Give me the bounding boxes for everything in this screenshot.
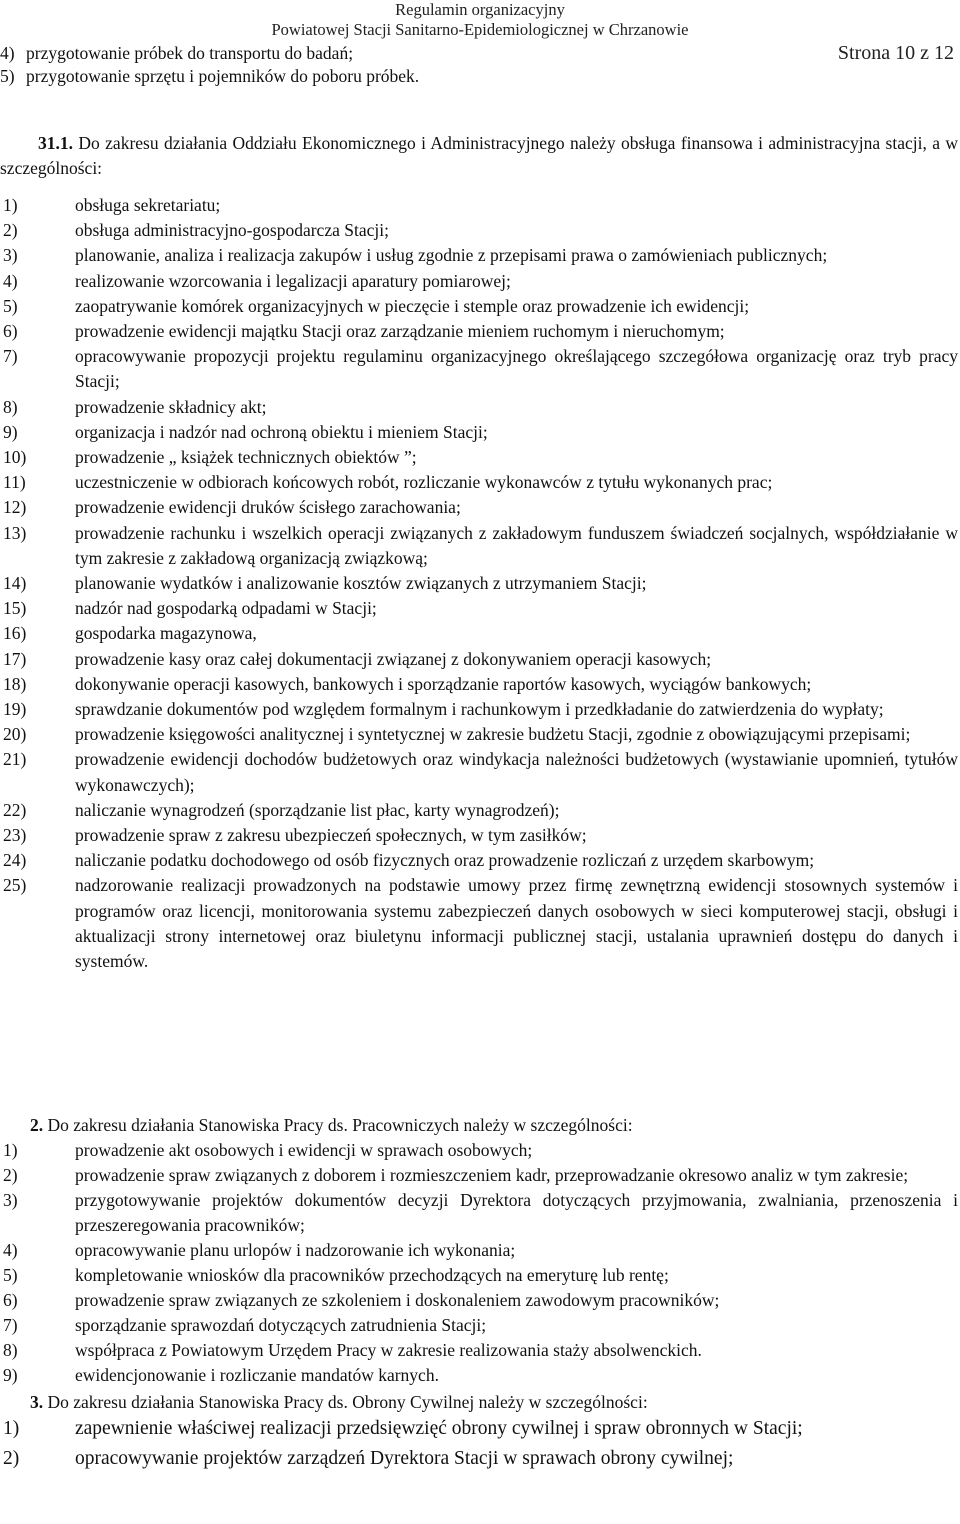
item-number: 1) [3,195,18,215]
list-item [0,470,958,495]
list-item [0,722,958,747]
continued-list [0,42,958,88]
list-item [0,495,958,520]
list-item [0,1263,958,1288]
list-item [0,873,958,974]
section-heading-text: Do zakresu działania Stanowiska Pracy ds. Pracowniczych należy w szczególności: [47,1115,633,1135]
item-text: opracowywanie planu urlopów i nadzorowanie ich wykonania; [75,1240,516,1260]
item-text: prowadzenie ewidencji majątku Stacji oraz zarządzanie mieniem ruchomym i nieruchomym; [75,321,725,342]
list-item [0,1288,958,1313]
list-item [0,218,958,243]
item-text: sporządzanie sprawozdań dotyczących zatrudnienia Stacji; [75,1315,487,1335]
list-item [0,823,958,848]
item-text: prowadzenie kasy oraz całej dokumentacji związanej z dokonywaniem operacji kasowych; [75,648,712,669]
list-item [0,1138,958,1163]
list-item [0,621,958,646]
item-number: 10) [3,447,27,468]
item-number: 22) [3,799,27,820]
item-text: nadzór nad gospodarką odpadami w Stacji; [75,598,377,619]
list-item [0,1445,958,1472]
item-text: gospodarka magazynowa, [75,623,257,644]
list-item [0,521,958,571]
item-number: 18) [3,673,27,694]
list-item [0,193,958,218]
item-number: 11) [3,472,26,493]
item-text: planowanie, analiza i realizacja zakupów i usług zgodnie z przepisami prawa o zamówieniach publicznych; [75,245,828,266]
list-item [0,596,958,621]
item-text: prowadzenie akt osobowych i ewidencji w sprawach osobowych; [75,1140,533,1160]
item-text: sprawdzanie dokumentów pod względem formalnym i rachunkowym i przedkładanie do zatwierdzenia do wypłaty; [75,699,884,720]
list-item [0,294,958,319]
item-number: 6) [3,321,18,342]
section-1-intro [0,131,958,181]
item-number: 17) [3,648,27,669]
list-item [0,1163,958,1188]
item-text: przygotowanie próbek do transportu do badań; [26,43,354,63]
item-text: planowanie wydatków i analizowanie kosztów związanych z utrzymaniem Stacji; [75,573,647,594]
section-3 [0,1390,958,1472]
list-item [0,1415,958,1442]
section-heading [0,1390,958,1415]
section-2 [0,1113,958,1388]
item-number: 19) [3,699,27,720]
item-text: prowadzenie składnicy akt; [75,396,267,417]
item-text: obsługa sekretariatu; [75,195,221,215]
item-number: 1) [3,1418,20,1439]
item-number: 2) [3,220,18,241]
item-number: 4) [3,270,18,291]
section-number: 2. [30,1115,44,1135]
item-text: prowadzenie ewidencji druków ścisłego zarachowania; [75,497,461,518]
list-item [0,747,958,797]
section-intro-text: Do zakresu działania Oddziału Ekonomicznego i Administracyjnego należy obsługa finansowa i administracyjna stacji, a w szczególności: [0,133,959,178]
item-number: 9) [3,421,18,442]
item-text: przygotowanie sprzętu i pojemników do poboru próbek. [26,66,420,86]
item-text: prowadzenie ewidencji dochodów budżetowych oraz windykacja należności budżetowych (wystawianie upomnień, tytułów wykonawczych); [75,749,958,795]
item-text: naliczanie wynagrodzeń (sporządzanie list płac, karty wynagrodzeń); [75,799,560,820]
item-text: ewidencjonowanie i rozliczanie mandatów karnych. [75,1365,439,1385]
item-text: realizowanie wzorcowania i legalizacji aparatury pomiarowej; [75,270,511,291]
list-item [0,1238,958,1263]
list-item [0,269,958,294]
item-number: 1) [3,1140,18,1160]
item-text: kompletowanie wniosków dla pracowników przechodzących na emeryturę lub rentę; [75,1265,669,1285]
list-item [0,571,958,596]
list-item [0,319,958,344]
item-text: nadzorowanie realizacji prowadzonych na podstawie umowy przez firmę zewnętrzną ewidencji stosownych systemów i programów oraz licencji, monitorowania systemu zabezpieczeń danych osobowych w sieci komputerowej stacji, obsługi i aktualizacji strony internetowej oraz biuletynu informacji publicznej stacji, ustalania uprawnień dostępu do danych i systemów. [75,875,958,972]
item-number: 14) [3,573,27,594]
list-item [0,1338,958,1363]
item-text: prowadzenie księgowości analitycznej i syntetycznej w zakresie budżetu Stacji, zgodnie z obowiązującymi przepisami; [75,724,911,745]
list-item [0,798,958,823]
item-number: 8) [3,1340,18,1360]
list-item [0,65,958,88]
item-number: 8) [3,396,18,417]
item-number: 5) [3,295,18,316]
item-text: obsługa administracyjno-gospodarcza Stacji; [75,220,389,241]
section-2-list [0,1138,958,1388]
list-item [0,42,958,65]
list-item [0,344,958,394]
item-number: 16) [3,623,27,644]
item-text: opracowywanie projektów zarządzeń Dyrektora Stacji w sprawach obrony cywilnej; [75,1448,734,1469]
item-text: dokonywanie operacji kasowych, bankowych i sporządzanie raportów kasowych, wyciągów bankowych; [75,673,812,694]
item-number: 5) [3,1265,18,1285]
item-text: prowadzenie spraw związanych z doborem i rozmieszczeniem kadr, przeprowadzanie okresowo analiz w tym zakresie; [75,1165,909,1185]
item-number: 3) [3,1190,18,1210]
item-number: 21) [3,749,27,770]
item-text: prowadzenie rachunku i wszelkich operacji związanych z zakładowym funduszem świadczeń socjalnych, współdziałanie w tym zakresie z zakładową organizacją związkową; [75,522,958,568]
item-text: prowadzenie spraw związanych ze szkoleniem i doskonaleniem zawodowym pracowników; [75,1290,720,1310]
page-header [0,0,960,40]
list-item [0,647,958,672]
item-number: 4) [3,1240,18,1260]
item-text: organizacja i nadzór nad ochroną obiektu i mieniem Stacji; [75,421,488,442]
section-number: 31.1. [38,133,73,153]
item-number: 23) [3,825,27,846]
item-number: 12) [3,497,27,518]
item-number: 3) [3,245,18,266]
item-number: 2) [3,1165,18,1185]
list-item [0,395,958,420]
item-number: 7) [3,346,18,367]
item-text: uczestniczenie w odbiorach końcowych robót, rozliczanie wykonawców z tytułu wykonanych prac; [75,472,773,493]
item-number: 15) [3,598,27,619]
page-number: Strona 10 z 12 [837,42,954,64]
list-item [0,672,958,697]
item-number: 5) [0,66,15,86]
section-heading [0,1113,958,1138]
item-number: 24) [3,850,27,871]
item-number: 4) [0,43,15,63]
header-title: Regulamin organizacyjny [395,0,565,19]
list-item [0,445,958,470]
item-text: zaopatrywanie komórek organizacyjnych w pieczęcie i stemple oraz prowadzenie ich ewidencji; [75,295,750,316]
item-number: 6) [3,1290,18,1310]
item-text: współpraca z Powiatowym Urzędem Pracy w zakresie realizowania staży absolwenckich. [75,1340,702,1360]
item-number: 25) [3,875,27,896]
list-item [0,1188,958,1238]
list-item [0,243,958,268]
list-item [0,420,958,445]
item-text: opracowywanie propozycji projektu regulaminu organizacyjnego określającego szczegółowa organizację oraz tryb pracy Stacji; [75,346,958,392]
item-text: prowadzenie „ książek technicznych obiektów ”; [75,447,417,468]
section-3-list [0,1415,958,1472]
list-item [0,848,958,873]
section-1-list [0,193,958,974]
item-number: 13) [3,522,27,543]
item-text: naliczanie podatku dochodowego od osób fizycznych oraz prowadzenie rozliczań z urzędem skarbowym; [75,850,815,871]
item-number: 9) [3,1365,18,1385]
item-number: 2) [3,1448,20,1469]
section-number: 3. [30,1392,44,1412]
section-heading-text: Do zakresu działania Stanowiska Pracy ds. Obrony Cywilnej należy w szczególności: [47,1392,648,1412]
list-item [0,1313,958,1338]
list-item [0,697,958,722]
header-subtitle: Powiatowej Stacji Sanitarno-Epidemiologicznej w Chrzanowie [271,20,689,39]
item-text: przygotowywanie projektów dokumentów decyzji Dyrektora dotyczących przyjmowania, zwalniania, przenoszenia i przeszeregowania pracowników; [75,1190,958,1235]
item-text: prowadzenie spraw z zakresu ubezpieczeń społecznych, w tym zasiłków; [75,825,587,846]
list-item [0,1363,958,1388]
item-number: 7) [3,1315,18,1335]
item-text: zapewnienie właściwej realizacji przedsięwzięć obrony cywilnej i spraw obronnych w Stacji; [75,1418,803,1439]
item-number: 20) [3,724,27,745]
